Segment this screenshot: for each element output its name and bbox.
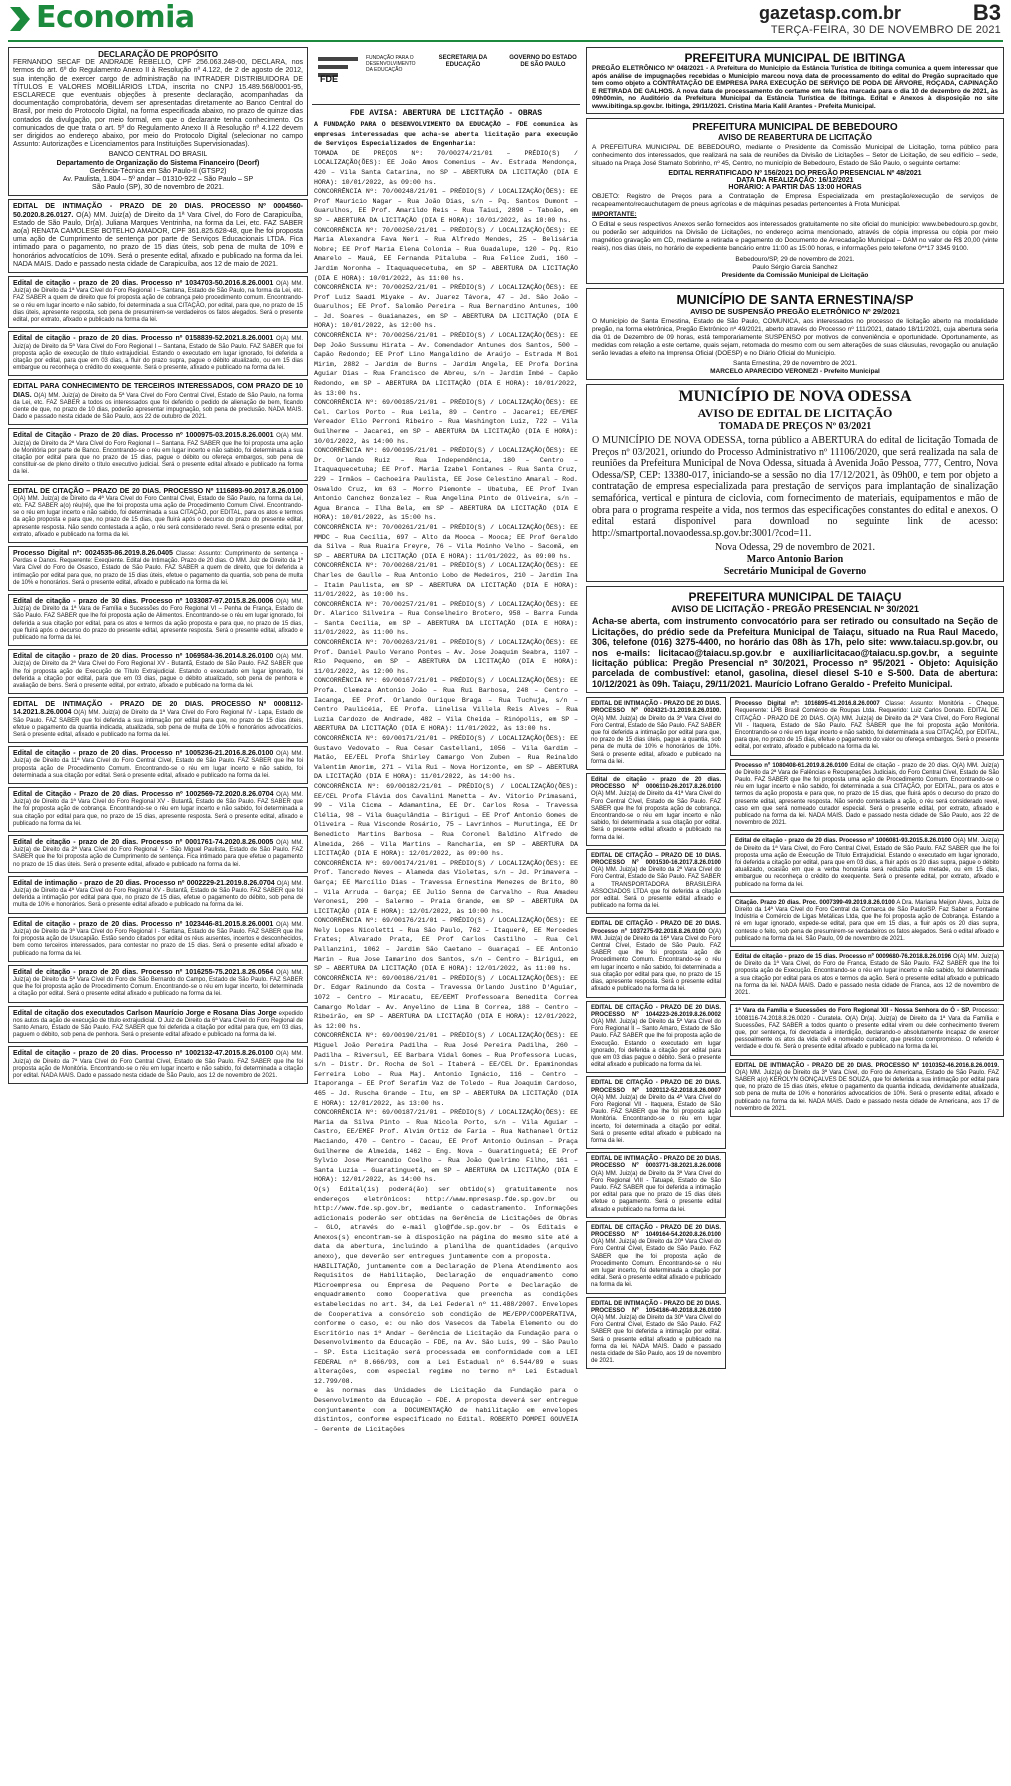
notice-title: EDITAL DE CITAÇÃO – PRAZO DE 10 DIAS. PROCESSO Nº 0001530-16.2017.8.26.0100	[591, 852, 721, 867]
fde-licitacao-item: CONCORRÊNCIA Nº: 69/00185/21/01 – PRÉDIO(S) / LOCALIZAÇÃO(ÕES): EE Cel. Carlos Porto – Rua Leila, 89 – Centro – Jacareí; EE/EMEF Vereador Elio Perroni Ribeiro – Rua Washington Luiz, 722 – Vila Guilherme – Jacareí, em SP – ABERTURA DA LICITAÇÃO (DIA E HORA): 10/01/2022, às 14:00 hs.	[314, 399, 578, 445]
notice-body: Classe: Assunto: Cumprimento de sentença - Perdas e Danos. Requerente: Exeqüente. Edital de Intimação. Prazo de 20 dias. O MM. Juiz de Direito da 1ª Vara Cível do Foro de Osasco, Estado de São Paulo. FAZ SABER a quem de direito, que foi deferida a intimação por edital para que, no prazo de 15 dias úteis, efetue o pagamento da quantia, sob pena de multa de 10% e honorários. Será o presente edital, afixado e publicado na forma da lei.	[13, 550, 303, 586]
signature-block	[592, 542, 998, 578]
signature-block	[592, 256, 998, 280]
right-notices-list-a	[730, 697, 1004, 1372]
notice-title: PREFEITURA MUNICIPAL DE BEBEDOURO	[692, 122, 898, 133]
notice-title: Processo Digital nº: 0024535-86.2019.8.26.0405	[13, 549, 173, 557]
notice-title: MUNICÍPIO DE SANTA ERNESTINA/SP	[676, 292, 914, 307]
notice-title: PREFEITURA MUNICIPAL DE TAIAÇU	[688, 590, 902, 605]
legal-notice	[8, 649, 308, 694]
footer-line: São Paulo (SP), 30 de novembro de 2021.	[92, 184, 224, 192]
legal-notice	[8, 546, 308, 591]
notice-body: O(A) MM. Juiz(a) de Direito da 5ª Vara Cível do Foro Central Cível, Estado de São Paulo, na forma da Lei, etc. FAZ SABER a todos os interessados que foi deferido o pedido de alienação de bem, ficando ciente de que, no prazo de 10 dias, poderão apresentar impugnação, sob pena de preclusão. NADA MAIS. Dado e passado nesta cidade de São Paulo, aos 22 de outubro de 2021.	[13, 392, 303, 421]
notice-objeto: OBJETO: Registro de Preços para a Contratação de Empresa Especializada em prestação/execução de serviços de recapeamento/recauchutagem de pneus agrícolas e de máquinas pesadas pertencentes à Frota Municipal.	[592, 193, 998, 208]
notice-body: O(A) MM. Juiz(a) de Direito da 4ª Vara Cível do Foro Regional VII - Itaquera, Estado de São Paulo. FAZ SABER que lhe foi proposta ação Monitória. Encontrando-se o réu em lugar incerto, foi determinada a citação por edital. Será o presente edital afixado e publicado na forma da lei.	[591, 1094, 721, 1144]
santa-ernestina-notice	[586, 288, 1004, 380]
page-number: B3	[972, 0, 1001, 25]
realizacao-date: DATA DA REALIZAÇÃO: 16/12/2021	[736, 177, 854, 184]
legal-notice	[730, 896, 1004, 947]
signature-line: Nova Odessa, 29 de novembro de 2021.	[715, 542, 875, 554]
issue-date: TERÇA-FEIRA, 30 DE NOVEMBRO DE 2021	[770, 24, 1001, 36]
declaracao-notice	[8, 47, 308, 196]
notice-title: EDITAL DE INTIMAÇÃO - PRAZO DE 20 DIAS. PROCESSO Nº 0004560-50.2020.8.26.0127.	[13, 203, 303, 219]
legal-notice	[586, 917, 726, 997]
notice-title: EDITAL DE CITAÇÃO - PRAZO DE 20 DIAS. PROCESSO Nº 1020112-52.2018.8.26.0007	[591, 1080, 721, 1094]
notice-title: EDITAL DE CITAÇÃO - PRAZO DE 20 DIAS. PROCESSO Nº 1049164-54.2020.8.26.0100	[591, 1224, 721, 1238]
legal-notice	[730, 759, 1004, 832]
notice-title: Edital de citação - prazo de 20 dias. Processo nº 1006081-93.2015.8.26.0100	[735, 838, 952, 845]
site-url: gazetasp.com.br	[758, 3, 901, 23]
legal-notice	[730, 697, 1004, 755]
fde-licitacao-item: CONCORRÊNCIA Nº: 69/00190/21/01 – PRÉDIO(S) / LOCALIZAÇÃO(ÕES): EE Miguel João Pereira Padilha – Rua José Pereira Padilha, 260 – Padilha – Riversul, EE Barbara Vidal Gomes – Rua Professora Lucas, s/n – Distr. Dr. Rocha de Sol – Itaberá – EE/CEL Dr. Epaminondas Ferreira Lobo – Rua Maj. Antonio Ignácio, 116 – Centro – Itaporanga – EE Prof Serafim Vaz de Toledo – Rua Joaquim Cardoso, 465 – Jd. Ruscha Grande – Itu, em SP – ABERTURA DA LICITAÇÃO (DIA E HORA): 12/01/2022, às 13:00 hs.	[314, 1032, 578, 1107]
signature-line: Secretário Municipal de Governo	[723, 566, 867, 578]
notice-title: EDITAL PARA CONHECIMENTO DE TERCEIROS INTERESSADOS, COM PRAZO DE 10 DIAS.	[13, 383, 303, 399]
fde-licitacao-item: HABILITAÇÃO, juntamente com a Declaração de Plena Atendimento aos Requisitos de Habilitação, Declaração de enquadramento como Microempresa ou Empresa de Pequeno Porte e Declaração de enquadramento como Cooperativa que preencha as condições estabelecidas no art. 34, da Lei Federal nº 11.488/2007. Envelopes de Cooperativa a consórcio sob condição de ME/EPP/COOPERATIVA, conforme o caso, e: ou não dos Vasecos da Tabela Elemento ou do Escritório nas 1º Andar – Gerência de Licitação da Fundação para o Desenvolvimento da Educação – FDE, na Av. São Luís, 99 – São Paulo – SP. Esta Licitação será processada em conformidade com a LEI FEDERAL nº 8.666/93, com a Lei Estadual nº 6.544/89 e suas alterações, com especial regime no termo nº Lei Estadual 12.799/08.	[314, 1262, 578, 1385]
notice-body: O(A) MM. Juiz(a) de Direito da 2ª Vara Cível do Foro Regional V - São Miguel Paulista, Estado de São Paulo. FAZ SABER que lhe foi proposta ação de Cumprimento de sentença. Fica intimado para que efetue o pagamento no prazo de 15 dias úteis. Será o presente edital, afixado e publicado na forma da lei.	[13, 840, 304, 868]
notice-body: O(A) MM. Juiz(a) de Direito da 1ª Vara de Família e Sucessões do Foro Regional VI – Penha de França, Estado de São Paulo. FAZ SABER que lhe foi proposta ação de Alimentos. Encontrando-se o réu em lugar ignorado, foi deferida a sua citação por edital, para os atos e termos da ação proposta e para que, no prazo de 15 dias, que fluirá após o decurso do prazo do presente edital, apresente resposta. Será o presente edital, afixado e publicado na forma da lei.	[13, 598, 304, 641]
right-notices-area	[586, 697, 1004, 1372]
fde-licitacao-item: CONCORRÊNCIA Nº: 70/00263/21/01 – PRÉDIO(S) / LOCALIZAÇÃO(ÕES): EE Prof. Daniel Paulo Verano Pontes – Av. Jose Joaquim Seabra, 1107 – Rio Pequeno, em SP – ABERTURA DA LICITAÇÃO (DIA E HORA): 11/01/2022, às 12:00 hs.	[314, 639, 578, 675]
fde-licitacao-item: CONCORRÊNCIA Nº: 70/00257/21/01 – PRÉDIO(S) / LOCALIZAÇÃO(ÕES): EE Dr. Alarico Silveira – Rua Conselheiro Brotero, 958 – Barra Funda – Santa Cecília, em SP – ABERTURA DA LICITAÇÃO (DIA E HORA): 11/01/2022, às 11:00 hs.	[314, 600, 578, 637]
fde-licitacao-item: CONCORRÊNCIA Nº: 70/00252/21/01 – PRÉDIO(S) / LOCALIZAÇÃO(ÕES): EE Prof Luiz Saadi Miyake – Av. Juarez Távora, 47 – Jd. São João – Guarulhos; EE Prof. Salomão Pereira – Rua Bernardino Antunes, 100 – Jd. Soares – Guaianazes, em SP – ABERTURA DA LICITAÇÃO (DIA E HORA): 10/01/2022, às 12:00 hs.	[314, 284, 578, 330]
notice-title: Edital de citação dos executados Carlson Maurício Jorge e Rosana Dias Jorge	[13, 1009, 277, 1017]
signature-line: Bebedouro/SP, 29 de novembro de 2021.	[735, 256, 855, 263]
legal-notice	[8, 917, 308, 962]
fde-licitacao-item: CONCORRÊNCIA Nº: 69/00171/21/01 – PRÉDIO(S) / LOCALIZAÇÃO(ÕES): EE Gustavo Vedovato – Rua Cesar Castellani, 1056 – Vila Gardim – Matão, EE/EEL Profa Shirley Camargo Von Zuben – Rua Reinaldo Valentim Amorim, 271 – Vila Rui – Nova Horizonte, em SP – ABERTURA DA LICITAÇÃO (DIA E HORA): 11/01/2022, às 14:00 hs.	[314, 735, 578, 781]
notice-title: EDITAL DE INTIMAÇÃO - PRAZO DE 20 DIAS. PROCESSO Nº 0008112-14.2021.8.26.0004	[13, 701, 303, 717]
footer-line: Gerência-Técnica em São Paulo-II (GTSP2)	[89, 167, 227, 175]
fde-licitacao-item: CONCORRÊNCIA Nº: 69/00176/21/01 – PRÉDIO(S) / LOCALIZAÇÃO(ÕES): EE Nely Lopes Nicoletti – Rua São Paulo, 762 – Itaquerê, EE Mercedes Frates; Alvarado Prata, EE Prof Carlos Castilho – Rua Cel Pallanzini, 1062 – Jardim São Caetano – Guaraçaí – EE Antonio Marin – Rua Jose Iamarino dos Santos, s/n – Centro – Birigui, em SP – ABERTURA DA LICITAÇÃO (DIA E HORA): 12/01/2022, às 11:00 hs.	[314, 917, 578, 973]
legal-notice	[8, 484, 308, 543]
notice-title: PREFEITURA MUNICIPAL DE IBITINGA	[684, 51, 906, 65]
fde-logo-text: FDE	[320, 74, 338, 83]
fde-intro: A FUNDAÇÃO PARA O DESENVOLVIMENTO DA EDUCAÇÃO – FDE comunica às empresas interessadas que acha-se aberta licitação para execução de Serviços Especializados de Engenharia:	[314, 121, 578, 148]
right-notices-list-b	[586, 697, 726, 1372]
notice-body: O(A) MM. Juiz(a) de Direito da 1ª Vara Cível, do Foro de Carapicuíba, Estado de São Paulo, Dr(a). Juliana Marques Ventrinha, na forma da Lei, etc. FAZ SABER ao(a) RENATA CAMOLESE BOTELHO AMADOR, CPF 361.825.628-48, que lhe foi proposta uma ação de Cumprimento de sentença por parte de Serviços Educacionais LTDA. Fica intimado para o pagamento, no prazo de 15 dias úteis, sob pena de multa de 10% e honorários advocatícios de 10%. Será o presente edital, afixado e publicado na forma da lei. NADA MAIS. Dado e passado nesta cidade de Carapicuíba, aos 12 de maio de 2021.	[13, 211, 304, 268]
legal-notice	[730, 834, 1004, 892]
signature-line: Presidente da Comissão Municipal de Licitação	[721, 272, 869, 279]
notice-title: Edital de citação - prazo de 20 dias. Processo nº 1016255-75.2021.8.26.0564	[13, 968, 274, 976]
notice-title: Edital de Citação - Prazo de 20 dias. Processo nº 1000975-03.2015.8.26.0001	[13, 432, 274, 440]
fde-licitacao-item: O(s) Edital(is) poderá(ão) ser obtido(s) gratuitamente nos endereços eletrônicos: http://www.mpresasp.fde.sp.gov.br ou http://www.fde.sp.gov.br, mediante o cadastramento. Informações adicionais poderão ser obtidas na Gerência de Licitações de Obras – GLO, através do e-mail glo@fde.sp.gov.br – Os Editais e Anexos(s) encontram-se à disposição na página do mesmo site até a data da abertura, incluindo a planilha de quantidades (arquivo anexo), que deverão ser entregues juntamente com a proposta.	[314, 1185, 578, 1261]
notice-subtitle: AVISO DE SUSPENSÃO PREGÃO ELETRÔNICO Nº 29/2021	[690, 307, 900, 316]
nova-odessa-notice	[586, 384, 1004, 582]
notice-body-2: O Edital e seus respectivos Anexos serão fornecidos aos interessados gratuitamente no site oficial do município: www.bebedouro.sp.gov.br, ou poderão ser adquiridos na Divisão de Licitações, no endereço acima mencionado, através de cópia impressa ou cópia por meio magnético gravação em CD, mediante a retirada e pagamento do Documento de Arrecadação Municipal – DAM no valor de R$ 20,00 (vinte reais), nos dias úteis, no horário de expediente bancário entre 11:00 as 15:00 horas, e informações pelo telefone 0**17 3345 9100.	[592, 221, 998, 252]
fde-avise-title: FDE AVISA: ABERTURA DE LICITAÇÃO - OBRAS	[349, 109, 543, 118]
middle-column	[312, 47, 580, 1780]
legal-notice	[730, 950, 1004, 1001]
notice-title: EDITAL DE CITAÇÃO - PRAZO DE 20 DIAS. Processo nº 1037275-92.2018.8.26.0100	[591, 921, 721, 935]
legal-notice	[586, 1152, 726, 1218]
signature-line: Santa Ernestina, 29 de novembro de 2021.	[733, 360, 857, 367]
right-column	[586, 47, 1004, 1780]
governo-label: GOVERNO DO ESTADO DE SÃO PAULO	[509, 55, 577, 68]
fde-body	[312, 118, 580, 1436]
legal-notice	[8, 276, 308, 328]
signature-line: Paulo Sérgio Garcia Sanchez	[752, 264, 838, 271]
notice-title: EDITAL DE CITAÇÃO – PRAZO DE 20 DIAS. PROCESSO Nº 1116893-90.2017.8.26.0100	[13, 487, 303, 495]
notice-body: Acha-se aberta, com instrumento convocatório para ser retirado ou consultado na Seção de Licitações, do prédio sede da Prefeitura Municipal de Taiaçu, situado na Rua Raul Macedo, 306, telefone (016) 3275-4400, no horário das 08h às 17h, pelo site: www.taiacu.sp.gov.br, ou nos e-mails: licitacao@taiacu.sp.gov.br e auxiliarlicitacao@taiacu.sp.gov.br, a seguinte licitação pública: Pregão Presencial nº 30/2021, Processo nº 95/2021 - Objeto: Aquisição parcelada de combustível: etanol, gasolina, diesel diesel S-10 e S-500. Data de abertura: 10/12/2021 às 09h. Taiaçu, 29/11/2021. Maurício Lofrano Geraldo - Prefeito Municipal.	[592, 616, 998, 689]
fde-licitacao-item: CONCORRÊNCIA Nº: 69/00182/21/01 – PRÉDIO(S) / LOCALIZAÇÃO(ÕES): EE/CEL Profa Flávia dos Cavalini Manetta – Av. Vitorio Primasani, 99 – Vila Cicma – Adamantina, EE Dr. Carlos Rosa – Travessa Clélia, 98 – Vila Guaçulândia – Birigui – EE Prof Antonio Gomes de Oliveira – Rua Visconde Rosário, 75 – Lavrinhos – Murutinga, EE Dr Benedicto Martins Barbosa – Rua Coronel Baldino Alfredo de Almeida, 266 – Vila Martins – Rancharia, em SP – ABERTURA DA LICITAÇÃO (DIA E HORA): 12/01/2022, às 09:00 hs.	[314, 782, 578, 858]
fde-licitacao-item: CONCORRÊNCIA Nº: 70/00250/21/01 – PRÉDIO(S) / LOCALIZAÇÃO(ÕES): EE Maria Alexandra Fava Neri – Rua Alfredo Mendes, 25 – Belisária Nobre; EE Prof Maria Elena Colonia – Rua Guadalupe, 120 – Pq. Rio Amarelo – Mauá, EE Fernanda Pitaluba – Rua Felice Zudi, 160 – Jardim Noronha – Itaquaquecetuba, em SP – ABERTURA DA LICITAÇÃO (DIA E HORA): 10/01/2022, às 11:00 hs.	[314, 226, 578, 282]
notice-title: Edital de citação - prazo de 20 dias. Processo nº 0158839-52.2021.8.26.0001	[13, 335, 274, 343]
legal-notice	[8, 697, 308, 743]
legal-notice	[586, 697, 726, 770]
legal-notice	[8, 594, 308, 646]
legal-notice	[8, 379, 308, 425]
signature-line: Marco Antonio Barion	[746, 554, 844, 566]
chevron-right-icon	[8, 5, 32, 33]
fde-licitacao-item: e às normas das Unidades de Licitação da Fundação para o Desenvolvimento da Educação – FDE. A proposta deverá ser entregue conjuntamente com a DOCUMENTAÇÃO de habilitação em envelopes distintos, conforme especificado no Edital. ROBERTO POMPEI GOUVEIA – Gerente de Licitações	[314, 1387, 578, 1433]
notice-title: Edital de citação - prazo de 20 dias. Processo nº 1034703-50.2016.8.26.0001	[13, 280, 274, 288]
notice-body: O(A) MM. Juiz(a) de Direito da 5ª Vara Cível do Foro Regional II – Santo Amaro, Estado de São Paulo. FAZ SABER que lhe foi proposta ação de Execução. Estando o executado em lugar ignorado, foi deferida a citação por edital para que em 03 dias pague o débito. Será o presente edital afixado e publicado na forma da lei.	[591, 1018, 721, 1069]
notice-body: O(A) MM. Juiz(a) de Direito da 1ª Vara Cível, do Foro Central Cível, Estado de São Paulo. FAZ SABER que lhe foi proposta uma ação de Execução de Título Extrajudicial. Estando o executado em lugar ignorado, foi deferida a citação por edital, para que em 03 dias, a fluir após os 20 dias supra, pague o débito atualizado, ocasião em que a verba honorária será reduzida pela metade, ou em 15 dias, embargue ou reconheça o crédito do exequente. Será o presente edital, por extrato, afixado e publicado na forma da lei.	[735, 838, 1000, 888]
notice-subtitle: AVISO DE REABERTURA DE LICITAÇÃO	[717, 133, 873, 142]
taiacu-notice	[586, 586, 1004, 693]
notice-body: O(A) MM. Juiz(a) de Direito da 7ª Vara Cível do Foro Central Cível, Estado de São Paulo. FAZ SABER que lhe foi proposta ação de Monitória. Encontrando-se o réu em lugar incerto e não sabido, foi determinada a citação por edital. NADA MAIS. Dado e passado nesta cidade de São Paulo, aos 12 de novembro de 2021.	[13, 1051, 304, 1079]
notice-body: O(A) MM. Juiz(a) de Direito da 16ª Vara Cível do Foro Central Cível, Estado de São Paulo. FAZ SABER que lhe foi proposta ação de Procedimento Comum. Encontrando-se o réu em lugar incerto e não sabido, foi determinada a sua citação por edital para que, no prazo de 15 dias, apresente resposta. Será o presente edital afixado e publicado na forma da lei.	[591, 928, 722, 993]
notice-body: O(A) MM. Juiz(a) de Direito da 3ª Vara Cível do Foro Central, Estado de São Paulo. FAZ SABER que foi deferida a intimação por edital para que, no prazo de 15 dias úteis, pague a quantia, sob pena de multa de 10% e honorários de 10%. Será o presente edital, afixado e publicado na forma da lei.	[591, 715, 721, 765]
notice-title: Processo Digital nº: 1016895-41.2016.8.26.0007	[735, 701, 880, 708]
section-title: Economia	[36, 0, 195, 35]
notice-body: O(A) MM. Juiz(a) de Direito da 3ª Vara Cível do Foro Regional I - Santana, Estado de São Paulo. FAZ SABER que lhe foi proposta ação de Usucapião. Estão sendo citados por edital os réus ausentes, incertos e desconhecidos, bem como terceiros interessados, para contestar no prazo de 15 dias. Será o presente edital afixado e publicado na forma da lei.	[13, 921, 304, 957]
notice-body: Classe: Assunto: Monitória - Cheque. Requerente: LPB Brasil Comércio de Roupas Ltda. Requerido: Luiz Carlos Donato. EDITAL DE CITAÇÃO - PRAZO DE 20 DIAS. O(A) MM. Juiz(a) de Direito da 2ª Vara Cível, do Foro Regional VII - Itaquera, Estado de São Paulo. FAZ SABER que lhe foi proposta ação Monitória. Encontrando-se o réu em lugar incerto e não sabido, foi determinada a sua CITAÇÃO, por EDITAL, para que, no prazo de 15 dias, efetue o pagamento do valor ou ofereça embargos. Será o presente edital, por extrato, afixado e publicado na forma da lei.	[735, 701, 999, 751]
notice-title: 1ª Vara da Família e Sucessões do Foro Regional XII - Nossa Senhora do Ó - SP.	[735, 1008, 971, 1015]
notice-body: PREGÃO ELETRÔNICO Nº 048/2021 - A Prefeitura do Município da Estância Turística de Ibitinga comunica a quem interessar que após análise de impugnações recebidas o Município marcou nova data de processamento do edital do Pregão supracitado que tem como objeto a CONTRATAÇÃO DE EMPRESA PARA EXECUÇÃO DE SERVIÇO DE PODA DE ÁRVORE, ROÇADA, CAPINAÇÃO E RETIRADA DE GALHOS. A nova data de processamento do certame em tela fica marcada para o dia 10 de dezembro de 2021, às 09h00min, no Auditório da Prefeitura Municipal da Estância Turística de Ibitinga. Edital e Anexos à disposição no site www.ibitinga.sp.gov.br. Ibitinga, 29/11/2021. Cristina Maria Kalil Arantes - Prefeita Municipal.	[592, 65, 998, 110]
notice-body: O(A) MM. Juiz(a) de Direito da 1ª Vara Cível do Foro Regional XV - Butantã, Estado de São Paulo. FAZ SABER que lhe foi proposta ação de cobrança. Encontrando-se o réu em lugar incerto e não sabido, foi determinada a sua citação por edital para que, no prazo de 15 dias, apresente resposta. Será o presente edital, afixado e publicado na forma da lei.	[13, 792, 303, 827]
legal-notice	[8, 965, 308, 1003]
legal-notice	[8, 331, 308, 376]
notice-title: EDITAL DE INTIMAÇÃO - PRAZO DE 20 DIAS. PROCESSO Nº 0003771-38.2021.8.26.0008	[591, 1156, 721, 1170]
notice-body: O(A) MM. Juiz(a) de Direito da 1ª Vara Cível do Foro Regional IV - Lapa, Estado de São Paulo. FAZ SABER que foi deferida a sua intimação por edital para que, no prazo de 15 dias úteis, efetue o pagamento da quantia indicada, atualizada, sob pena de multa de 10% e honorários advocatícios. Será o presente edital, afixado e publicado na forma da lei.	[13, 710, 304, 739]
notice-title: Edital de citação - prazo de 20 dias. Processo nº 1023446-81.2015.8.26.0001	[13, 920, 274, 928]
page-header	[0, 0, 1011, 52]
secretaria-label: SECRETARIA DA EDUCAÇÃO	[438, 55, 488, 68]
edital-intimacao-carapicuiba	[8, 199, 308, 273]
notice-body: O(A) MM. Juiz(a) de Direito da 3ª Vara Cível, do Foro de Americana, Estado de São Paulo. FAZ SABER a(o) KEROLYN GONÇALVES DE SOUZA, que foi deferida a sua intimação por edital para que, no prazo de 15 dias úteis, efetue o pagamento da quantia indicada, devidamente atualizada, sob pena de multa de 10% e honorários advocatícios de 10%. Será o presente edital, afixado e publicado na forma da lei. NADA MAIS. Dado e passado nesta cidade de Americana, aos 17 de novembro de 2021.	[735, 1069, 999, 1112]
notice-body: O(A) MM. Juiz(a) de Direito da 30ª Vara Cível do Foro Central Cível, Estado de São Paulo. FAZ SABER que foi deferida a intimação por edital. Será o presente edital afixado e publicado na forma da lei. NADA MAIS. Dado e passado nesta cidade de São Paulo, aos 19 de novembro de 2021.	[591, 1315, 721, 1365]
fde-licitacao-item: CONCORRÊNCIA Nº: 70/00248/21/01 – PRÉDIO(S) / LOCALIZAÇÃO(ÕES): EE Prof Maurício Nagar – Rua João Dias, s/n – Pq. Santos Dumont – Guarulhos, EE Prof. Amarildo Reis – Rua Taiuí, 2898 – Taboão, em SP – ABERTURA DA LICITAÇÃO (DIA E HORA): 10/01/2022, às 10:00 hs.	[314, 188, 578, 224]
notice-title: Edital de citação - prazo de 15 dias. Processo nº 0009680-76.2018.8.26.0196	[735, 954, 952, 961]
notice-body: O(A) MM. Juiz(a) de Direito da 11ª Vara Cível do Foro Central Cível, Estado de São Paulo. FAZ SABER que lhe foi proposta ação de Procedimento Comum. Encontrando-se o réu em lugar incerto e não sabido, foi determinada a sua citação por edital. Será o presente edital, afixado e publicado na forma da lei.	[13, 751, 304, 779]
edital-number: EDITAL RERRATIFICADO Nº 156/2021 DO PREGÃO PRESENCIAL Nº 48/2021	[668, 170, 922, 177]
fde-licitacao-item: CONCORRÊNCIA Nº: 70/00268/21/01 – PRÉDIO(S) / LOCALIZAÇÃO(ÕES): EE Charles de Gaulle – Rua Antonio Lobo de Medeiros, 210 – Jardim Ina – Itaim Paulista, em SP – ABERTURA DA LICITAÇÃO (DIA E HORA): 11/01/2022, às 10:00 hs.	[314, 562, 578, 599]
legal-notice	[586, 849, 726, 915]
notice-subtitle: AVISO DE LICITAÇÃO - PREGÃO PRESENCIAL Nº 30/2021	[671, 604, 919, 615]
signature-block	[592, 360, 998, 376]
signature-line: MARCELO APARECIDO VERONEZI - Prefeito Municipal	[710, 368, 880, 375]
notice-title: Citação. Prazo 20 dias. Proc. 0007399-49.2019.8.26.0100	[735, 899, 895, 906]
notice-body: O(A) MM. Juiz(a) de Direito da 4ª Vara Cível do Foro Regional XV - Butantã, Estado de São Paulo. FAZ SABER que foi deferida a intimação por edital para que, no prazo de 15 dias, efetue o pagamento do débito, sob pena de multa de 10% e honorários. Será o presente edital afixado e publicado na forma da lei.	[13, 880, 303, 909]
legal-notice	[8, 746, 308, 784]
notice-body: O Município de Santa Ernestina, Estado de São Paulo, COMUNICA, aos interessados no processo de licitação aberto na modalidade pregão, na forma eletrônica, Pregão Eletrônico nº 49/2021, aberto através do Processo nº 111/2021, datado 18/11/2021, cuja abertura seria dia 01 de Dezembro de 09 horas, está temporariamente SUSPENSO por motivos de conveniência e oportunidade. Oportunamente, as medidas com relação a este certame, quais sejam, retomada do mesmo com ou sem alterações de suas cláusulas, revogação ou anulação serão levadas a efeito na Imprensa Oficial (DOESP) e no Diário Oficial do Município.	[592, 318, 998, 357]
notice-body: Processo: 1008116-74.2018.8.26.0020 - Curatela. O(A) Dr(a). Juiz(a) de Direito da 1ª Vara da Família e Sucessões, FAZ SABER a todos quanto o presente edital virem ou dele conhecimento tiverem que, por sentença, foi decretada a interdição, declarando-o absolutamente incapaz de exercer pessoalmente os atos da vida civil e nomeado curador, que prestou compromisso. O referido é verdade e dou fé. Será o presente edital afixado e publicado na forma da lei.	[735, 1008, 1000, 1051]
footer-line: BANCO CENTRAL DO BRASIL	[108, 151, 208, 159]
left-notices-list	[8, 276, 308, 1084]
notice-footer	[13, 151, 303, 192]
notice-body: O(A) MM. Juiz(a) de Direito da 1ª Vara Cível do Foro Regional I – Santana, Estado de São Paulo, na forma da Lei, etc. FAZ SABER a quem de direito que foi proposta ação de cobrança pelo procedimento comum. Encontrando-se o réu em lugar incerto e não sabido, foi determinada a sua CITAÇÃO, por edital, para que, no prazo de 15 dias úteis, apresente resposta, sob pena de presumirem-se verdadeiros os fatos alegados. Será o presente edital, por extrato, afixado e publicado na forma da lei.	[13, 281, 304, 324]
fde-licitacao-item: CONCORRÊNCIA Nº: 70/00261/21/01 – PRÉDIO(S) / LOCALIZAÇÃO(ÕES): EE MMDC – Rua Cecília, 697 – Alto da Mooca – Mooca; EE Prof Geraldo da Silva – Rua Ruaira Freyre, 76 – Vila Moinho Velho – Sacomã, em SP – ABERTURA DA LICITAÇÃO (DIA E HORA): 11/01/2022, às 09:00 hs.	[314, 523, 578, 560]
notice-title: EDITAL DE CITAÇÃO - PRAZO DE 20 DIAS. PROCESSO Nº 1044223-26.2019.8.26.0002	[591, 1004, 721, 1018]
legal-notice	[586, 1076, 726, 1149]
legal-notice	[586, 773, 726, 846]
importante-label: IMPORTANTE:	[592, 211, 637, 218]
notice-title: EDITAL DE INTIMAÇÃO - PRAZO DE 20 DIAS. PROCESSO Nº 1054186-40.2018.8.26.0100	[591, 1300, 721, 1314]
header-rule	[8, 40, 1003, 42]
notice-body: O(A) MM. Juiz(a) de Direito da 5ª Vara Cível do Foro de São Bernardo do Campo, Estado de São Paulo. FAZ SABER que lhe foi proposta ação de Procedimento Comum. Encontrando-se o réu em lugar incerto, foi determinada a citação por edital. Será o presente edital afixado e publicado na forma da lei.	[13, 969, 304, 998]
legal-notice	[8, 1046, 308, 1084]
notice-title: Edital de citação - prazo de 30 dias. Processo nº 1033087-97.2015.8.26.0006	[13, 597, 274, 605]
notice-body: expedido nos autos da ação de execução de título extrajudicial. O Juiz de Direito da 6ª Vara Cível do Foro Regional de Santo Amaro, Estado de São Paulo. FAZ SABER que foi deferida a citação por edital para que, em 03 dias, paguem o débito, sob pena de penhora. Será o presente edital afixado e publicado na forma da lei.	[13, 1010, 304, 1039]
legal-notice	[730, 1004, 1004, 1055]
notice-title: Edital de citação - prazo de 20 dias. Processo nº 0001761-74.2020.8.26.0005	[13, 839, 274, 847]
footer-line: Av. Paulista, 1.804 – 5º andar – 01310-922 – São Paulo – SP	[62, 176, 254, 184]
notice-title: Edital de citação - prazo de 20 dias. Processo nº 1069584-36.2014.8.26.0100	[13, 653, 274, 661]
notice-body: O(A) MM. Juiz(a) de Direito da 2ª Vara Cível do Foro Central, Estado de São Paulo. FAZ SABER a TRANSPORTADORA BRASILEIRA ASSOCIADOS LTDA que foi deferida a citação por edital. Será o presente edital afixado e publicado na forma da lei.	[591, 867, 721, 910]
footer-line: Departamento de Organização do Sistema Financeiro (Deorf)	[56, 159, 260, 167]
notice-title: Edital de citação - prazo de 20 dias. Processo nº 1002132-47.2015.8.26.0100	[13, 1050, 274, 1058]
fde-licitacao-item: TOMADA DE PREÇOS Nº: 70/00274/21/01 – PRÉDIO(S) / LOCALIZAÇÃO(ÕES): EE João Amos Comenius – Av. Estrada Mendonça, 420 – Vila Santa Catarina, no SP – ABERTURA DA LICITAÇÃO (DIA E HORA): 10/01/2022, às 09:00 hs.	[314, 149, 578, 186]
notice-title: Edital de Citação - Prazo de 20 dias. Processo nº 1002569-72.2020.8.26.0704	[13, 791, 274, 799]
notice-title: Processo nº 1080408-61.2019.8.26.0100	[735, 762, 848, 769]
notice-body: A PREFEITURA MUNICIPAL DE BEBEDOURO, mediante o Presidente da Comissão Municipal de Licitação, torna público para conhecimento dos interessados, que realizará na sala de reuniões da Divisão de Licitações – Setor de Licitação, de seu edifício – sede, situado na Praça José Stamato Sobrinho, nº 45, Centro, no município de Bebedouro, Estado de São Paulo, o seguinte certame:	[592, 144, 998, 167]
notice-title: EDITAL DE INTIMAÇÃO - PRAZO DE 20 DIAS. PROCESSO Nº 0024321-31.2019.8.26.0100.	[591, 701, 721, 715]
legal-notice	[8, 876, 308, 914]
fde-licitacao-item: CONCORRÊNCIA Nº: 69/00186/21/01 – PRÉDIO(S) / LOCALIZAÇÃO(ÕES): EE Dr. Edgar Rainundo da Costa – Travessa Orlando Justino D'Aguiar, 1072 – Centro – Miracatu, EE/EEMT Professoara Benedita Correa Camargo Moldar – Av. Anyelino de Lima B Correa, 188 – Centro – Ribeirão, em SP – ABERTURA DA LICITAÇÃO (DIA E HORA): 12/01/2022, às 12:00 hs.	[314, 974, 578, 1030]
legal-notice	[730, 1059, 1004, 1117]
notice-title: DECLARAÇÃO DE PROPÓSITO	[98, 50, 218, 59]
notice-body: O(A) MM. Juiz(a) de Direito da 4ª Vara Cível do Foro Central Cível, Estado de São Paulo, na forma da Lei, etc. FAZ SABER a(o) réu(ré), que lhe foi proposta uma ação de Procedimento Comum Cível. Encontrando-se o réu em lugar incerto e não sabido, foi determinada a sua CITAÇÃO, por EDITAL, para os atos e termos da ação proposta e para que, no prazo de 15 dias, que fluirá após o decurso do prazo do presente edital, apresente resposta. Não sendo contestada a ação, o réu será considerado revel. Será o presente edital, por extrato, afixado e publicado na forma da lei.	[13, 495, 303, 538]
notice-subtitle: AVISO DE EDITAL DE LICITAÇÃO	[697, 406, 893, 420]
legal-notice	[586, 1297, 726, 1370]
fde-licitacao-item: CONCORRÊNCIA Nº: 69/00174/21/01 – PRÉDIO(S) / LOCALIZAÇÃO(ÕES): EE Prof. Tancredo Neves – Alameda das Violetas, s/n – Jd. Primavera – Garça; EE Marcílio Dias – Travessa Ernestina Menezes de Brito, 80 – Vila Arruda – Garça; EE Julio Senna de Carvalho – Rua Amadeu Veronesi, 290 – Salermo – Praia Grande, em SP – ABERTURA DA LICITAÇÃO (DIA E HORA): 12/01/2022, às 10:00 hs.	[314, 859, 578, 915]
fde-licitacao-item: CONCORRÊNCIA Nº: 69/00167/21/01 – PRÉDIO(S) / LOCALIZAÇÃO(ÕES): EE Profa. Clemeza Antonio João – Rua Rui Barbosa, 248 – Centro – Iacanga, EE Prof. Orlando Ourique Braga – Rua Tuchuja, s/n – Centro Paulicéia, EE Profa. Linelisa Villela Reis Alves – Rua Luzia Cardozo de Andrade, 482 – Vila Cheida – Rinópolis, em SP – ABERTURA DA LICITAÇÃO (DIA E HORA): 11/01/2022, às 13:00 hs.	[314, 677, 578, 733]
fde-licitacao-item: CONCORRÊNCIA Nº: 69/00195/21/01 – PRÉDIO(S) / LOCALIZAÇÃO(ÕES): EE Dr. Orlando Ruiz – Rua Independência, 180 – Centro – Itaquaquecetuba; EE Prof. Maria Izabel Fontanes – Rua Santa Cruz, 229 – Irmãos – Cachoeira Paulista, EE Jose Celestino Amaral – Rod. Oswaldo Cruz, km 63 – Morro Piemonte – Ubatuba, EE Prof Ivan Antonio Canchez Gonzalez – Rua Angelina Pinto de Oliveira, s/n – Agua Branca – Ilha Bela, em SP – ABERTURA DA LICITAÇÃO (DIA E HORA): 10/01/2022, às 15:00 hs.	[314, 447, 578, 522]
left-column	[8, 47, 308, 1780]
notice-body: Edital de citação - prazo de 20 dias. O(A) MM. Juiz(a) de Direito da 2ª Vara de Falências e Recuperações Judiciais, do Foro Central Cível, Estado de São Paulo. FAZ SABER que lhe foi proposta uma ação de Procedimento Comum. Encontrando-se o réu em lugar incerto e não sabido, foi determinada a sua CITAÇÃO, por EDITAL, para os atos e termos da ação proposta e para que, no prazo de 15 dias, que fluirá após o decurso do prazo do presente edital, apresente resposta. Não sendo contestada a ação, o réu será considerado revel, caso em que será nomeado curador especial. Será o presente edital, por extrato, afixado e publicado na forma da lei. NADA MAIS. Dado e passado nesta cidade de São Paulo, aos 22 de novembro de 2021.	[735, 762, 999, 827]
legal-notice	[8, 1006, 308, 1044]
realizacao-time: HORÁRIO: A PARTIR DAS 13:00 HORAS	[728, 184, 862, 191]
notice-title: MUNICÍPIO DE NOVA ODESSA	[678, 388, 912, 405]
legal-notice	[8, 835, 308, 873]
notice-body: O(A) MM. Juiz(a) de Direito da 1ª Vara Cível, do Foro de Franca, Estado de São Paulo. FAZ SABER que lhe foi proposta ação de Execução. Encontrando-se o réu em lugar incerto e não sabido, foi determinada a sua citação por edital para os atos e termos da ação. Será o presente edital afixado e publicado na forma da lei. NADA MAIS. Dado e passado nesta cidade de Franca, aos 12 de novembro de 2021.	[735, 954, 1000, 997]
notice-title: Edital de citação - prazo de 20 dias. Processo nº 1005236-21.2016.8.26.0100	[13, 750, 274, 758]
legal-notice	[586, 1001, 726, 1074]
notice-body: FERNANDO SECAF DE ANDRADE REBELLO, CPF 256.063.248-00, DECLARA, nos termos do art. 6º do Regulamento Anexo II à Resolução nº 4.122, de 2 de agosto de 2012, sua intenção de exercer cargo de administração na INTRADER DISTRIBUIDORA DE TÍTULOS E VALORES MOBILIÁRIOS LTDA, inscrita no CNPJ 15.489.568/0001-95, ESCLARECE que eventuais objeções à presente declaração, acompanhadas da documentação comprobatória, devem ser apresentadas diretamente ao Banco Central do Brasil, por meio do Protocolo Digital, na forma especificada abaixo, no prazo de quinze dias contados da divulgação, por meio formal, em que o declarante tenha conhecimento. Os comunicados de que trata o art. 5º do Regulamento Anexo II à Resolução nº 4.122 devem ser dirigidos ao endereço abaixo, por meio do Protocolo Digital (selecionar no campo Assunto: Autorizações e Licenciamentos para Instituições Supervisionadas).	[13, 59, 303, 149]
notice-body: O(A) MM. Juiz(a) de Direito da 3ª Vara Cível do Foro Regional VIII - Tatuapé, Estado de São Paulo. FAZ SABER que foi deferida a intimação por edital para que no prazo de 15 dias úteis efetue o pagamento. Será o presente edital afixado e publicado na forma da lei.	[591, 1170, 721, 1213]
notice-title: Edital de intimação - prazo de 20 dias. Processo nº 0002229-21.2019.8.26.0704	[13, 879, 275, 887]
notice-subtitle-2: TOMADA DE PREÇOS Nº 03/2021	[718, 421, 872, 432]
notice-body: O MUNICÍPIO DE NOVA ODESSA, torna público a ABERTURA do edital de licitação Tomada de Preços nº 03/2021, oriundo do Processo Administrativo nº 11106/2020, que será realizada na sala de reuniões da Prefeitura Municipal de Nova Odessa, situada à Avenida João Pessoa, 777, Centro, Nova Odessa/SP, CEP: 13380-017, iniciando-se a sessão no dia 17/12/2021, às 09h00, e tem por objeto a contratação de empresa especializada para prestação de serviços para implantação de sinalização semafórica, vertical e pintura de ciclovia, com fornecimento de materiais, equipamentos e mão de obra para o programa respeite a vida, nos termos das especificações constantes do edital e anexos. O edital estará disponível para download no seguinte link de acesso: http://smartportal.novaodessa.sp.gov.br:3001/?cod=11.	[592, 435, 998, 539]
legal-notice	[586, 1221, 726, 1294]
notice-body: O(A) MM. Juiz(a) de Direito da 41ª Vara Cível do Foro Central Cível, Estado de São Paulo. FAZ SABER que lhe foi proposta ação de cobrança. Encontrando-se o réu em lugar incerto e não sabido, foi determinada a sua citação por edital. Será o presente edital afixado e publicado na forma da lei.	[591, 791, 721, 841]
fde-licitacao-item: CONCORRÊNCIA Nº: 69/00187/21/01 – PRÉDIO(S) / LOCALIZAÇÃO(ÕES): EE Maria da Silva Pinto – Rua Nicola Porto, s/n – Vila Aguiar – Castro, EE/EMEF Prof. Alvim Ortiz de Faria – Rua Nathanael Ortiz Maciando, 470 – Centro – Cacau, EE Prof Antonio Ouinsan – Praça Guilherme de Almeida, 1462 – Eng. Nova – Guaratinguetá; EE Prof Sylvio Jose Mercandio Coelho – Rua João Quelrimo Filho, 161 – Santa Luzia – Guaratinguetá, em SP – ABERTURA DA LICITAÇÃO (DIA E HORA): 12/01/2022, às 14:00 hs.	[314, 1109, 578, 1184]
notice-body: O(A) MM. Juiz(a) de Direito da 20ª Vara Cível do Foro Central Cível, Estado de São Paulo. FAZ SABER que lhe foi proposta ação de Procedimento Comum. Encontrando-se o réu em lugar incerto, foi determinada a citação por edital. Será o presente edital afixado e publicado na forma da lei.	[591, 1239, 721, 1289]
notice-body: O(A) MM. Juiz(a) de Direito da 5ª Vara Cível do Foro Regional I – Santana, Estado de São Paulo. FAZ SABER que foi proposta ação de execução de título extrajudicial. Estando o executado em lugar ignorado, foi deferida a citação por edital, para que em 03 dias, a fluir do prazo supra, pague o débito atualizado, ou em 15 dias embargue ou reconheça o crédito do exequente. Será o presente, afixado e publicado na forma da lei.	[13, 336, 304, 372]
legal-notice	[8, 787, 308, 832]
notice-body: O(A) MM. Juiz(a) de Direito da 2ª Vara Cível do Foro Regional XV - Butantã, Estado de São Paulo. FAZ SABER que lhe foi proposta ação de Execução de Título Extrajudicial. Estando o executado em lugar ignorado, foi deferida a citação por edital, para que em 03 dias, pague o débito atualizado, sob pena de penhora e avaliação de bens. Será o presente edital, por extrato, afixado e publicado na forma da lei.	[13, 654, 304, 690]
fde-logo-icon	[316, 53, 362, 83]
ibitinga-notice	[586, 47, 1004, 114]
fde-header	[312, 47, 580, 105]
legal-notice	[8, 428, 308, 480]
notice-body: O(A) MM. Juiz(a) de Direito da 2ª Vara Cível do Foro Regional I – Santana. FAZ SABER que lhe foi proposta uma ação de Monitória por parte de Banco. Encontrando-se o réu em lugar incerto e não sabido, foi determinada a sua citação por edital para que no prazo de 15 dias, pague o débito ou ofereça embargos, sob pena de constituir-se de pleno direito o título executivo judicial. Será o presente edital afixado e publicado na forma da lei.	[13, 433, 303, 476]
fde-items-list	[314, 149, 578, 1435]
notice-title: Edital de citação - prazo de 20 dias. PROCESSO Nº 0006110-26.2017.8.26.0100	[591, 777, 721, 791]
notice-title: EDITAL DE INTIMAÇÃO - PRAZO DE 20 DIAS. PROCESSO Nº 1010352-46.2016.8.26.0019.	[735, 1062, 999, 1069]
fde-logo-subtitle: FUNDAÇÃO PARA O DESENVOLVIMENTO DA EDUCAÇÃO	[366, 55, 416, 73]
fde-licitacao-item: CONCORRÊNCIA Nº: 70/00256/21/01 – PRÉDIO(S) / LOCALIZAÇÃO(ÕES): EE Dep João Sussumu Hirata – Av. Comendador Antunes dos Santos, 500 – Capão Redondo; EE Prof Lino Mangaldino de Araújo – Estrada M Boi Mirim, 2882 – Jardim de Burns – Jardim Angela, EE Profa Dorina Aguiar Dias – Rua Francisco de Abreu, s/n – Jardim Imbé – Capão Redondo, em SP – ABERTURA DA LICITAÇÃO (DIA E HORA): 10/01/2022, às 13:00 hs.	[314, 332, 578, 397]
bebedouro-notice	[586, 118, 1004, 284]
notice-body: A Dra. Mariana Meijon Alves, Juíza de Direito da 14ª Vara Cível do Foro Central da Comarca de São Paulo/SP. Faz Saber a Fontaine Indústria e Comércio de Ligas Metálicas Ltda, que lhe foi proposta ação de Cobrança. Estando a ré em lugar ignorado, expede-se edital, para que em 15 dias, a fluir após os 20 dias supra, conteste o feito, sob pena de presumirem-se verdadeiros os fatos alegados. Será o edital afixado e publicado na forma da lei. São Paulo, 09 de novembro de 2021.	[735, 899, 999, 942]
